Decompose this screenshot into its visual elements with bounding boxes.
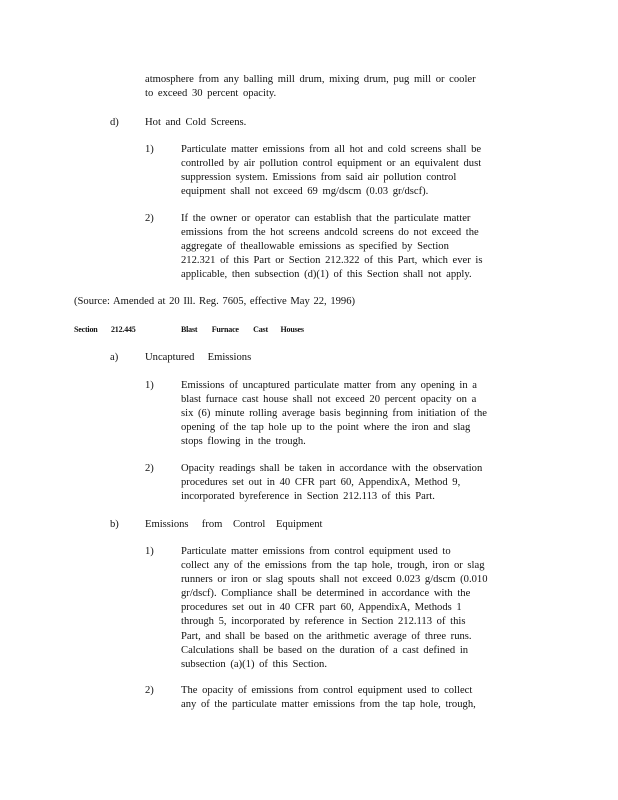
item-text-d2 bbox=[181, 212, 482, 282]
subsection-heading-b: Emissions from Control Equipment bbox=[145, 519, 323, 530]
subsection-label-a: a) bbox=[110, 352, 119, 363]
item-label-d2: 2) bbox=[145, 213, 154, 224]
paragraph-line: If the owner or operator can establish that the particulate matter bbox=[181, 213, 471, 224]
paragraph-line: Particulate matter emissions from control equipment used to bbox=[181, 546, 451, 557]
item-label-a2: 2) bbox=[145, 463, 154, 474]
paragraph-line: emissions from the hot screens andcold screens do not exceed the bbox=[181, 227, 479, 239]
item-label-a1: 1) bbox=[145, 380, 154, 391]
item-text-a2 bbox=[181, 462, 482, 504]
paragraph-line: collect any of the emissions from the tap hole, trough, iron or slag bbox=[181, 560, 485, 572]
paragraph-line: Emissions of uncaptured particulate matter from any opening in a bbox=[181, 380, 478, 391]
paragraph-line: Opacity readings shall be taken in accordance with the observation bbox=[181, 463, 483, 474]
paragraph-line: blast furnace cast house shall not exceed 20 percent opacity on a bbox=[181, 394, 477, 406]
paragraph-line: through 5, incorporated by reference in Section 212.113 of this bbox=[181, 616, 466, 628]
item-text-b2 bbox=[181, 684, 476, 712]
item-text-b1 bbox=[181, 545, 488, 672]
paragraph-line: 212.321 of this Part or Section 212.322 of this Part, which ever is bbox=[181, 255, 483, 267]
intro-paragraph bbox=[145, 73, 476, 101]
paragraph-line: opening of the tap hole up to the point where the iron and slag bbox=[181, 422, 471, 434]
item-label-d1: 1) bbox=[145, 144, 154, 155]
paragraph-line: to exceed 30 percent opacity. bbox=[145, 88, 277, 100]
paragraph-line: stops flowing in the trough. bbox=[181, 436, 306, 448]
subsection-heading-d: Hot and Cold Screens. bbox=[145, 117, 247, 128]
paragraph-line: controlled by air pollution control equipment or an equivalent dust bbox=[181, 158, 482, 170]
paragraph-line: procedures set out in 40 CFR part 60, AppendixA, Methods 1 bbox=[181, 602, 462, 614]
section-number: 212.445 bbox=[111, 325, 136, 334]
subsection-label-d: d) bbox=[110, 117, 119, 128]
paragraph-line: The opacity of emissions from control equipment used to collect bbox=[181, 685, 473, 696]
paragraph-line: aggregate of theallowable emissions as specified by Section bbox=[181, 241, 449, 253]
subsection-label-b: b) bbox=[110, 519, 119, 530]
paragraph-line: Particulate matter emissions from all hot and cold screens shall be bbox=[181, 144, 482, 155]
paragraph-line: Part, and shall be based on the arithmetic average of three runs. bbox=[181, 630, 472, 642]
paragraph-line: suppression system. Emissions from said air pollution control bbox=[181, 172, 457, 184]
paragraph-line: equipment shall not exceed 69 mg/dscm (0.03 gr/dscf). bbox=[181, 186, 429, 198]
paragraph-line: runners or iron or slag spouts shall not exceed 0.023 g/dscm (0.010 bbox=[181, 574, 488, 586]
item-text-a1 bbox=[181, 379, 487, 449]
paragraph-line: subsection (a)(1) of this Section. bbox=[181, 658, 327, 670]
paragraph-line: atmosphere from any balling mill drum, mixing drum, pug mill or cooler bbox=[145, 74, 476, 85]
paragraph-line: procedures set out in 40 CFR part 60, AppendixA, Method 9, bbox=[181, 477, 461, 489]
item-text-d1 bbox=[181, 143, 481, 199]
paragraph-line: Calculations shall be based on the duration of a cast defined in bbox=[181, 644, 469, 656]
paragraph-line: six (6) minute rolling average basis beginning from initiation of the bbox=[181, 408, 487, 420]
section-label: Section bbox=[74, 325, 98, 334]
section-title: Blast Furnace Cast Houses bbox=[181, 325, 304, 334]
subsection-heading-a: Uncaptured Emissions bbox=[145, 352, 252, 363]
paragraph-line: applicable, then subsection (d)(1) of this Section shall not apply. bbox=[181, 269, 472, 281]
source-note: (Source: Amended at 20 Ill. Reg. 7605, effective May 22, 1996) bbox=[74, 296, 356, 307]
paragraph-line: any of the particulate matter emissions from the tap hole, trough, bbox=[181, 699, 476, 711]
item-label-b1: 1) bbox=[145, 546, 154, 557]
paragraph-line: incorporated byreference in Section 212.113 of this Part. bbox=[181, 491, 435, 503]
item-label-b2: 2) bbox=[145, 685, 154, 696]
paragraph-line: gr/dscf). Compliance shall be determined in accordance with the bbox=[181, 588, 471, 600]
